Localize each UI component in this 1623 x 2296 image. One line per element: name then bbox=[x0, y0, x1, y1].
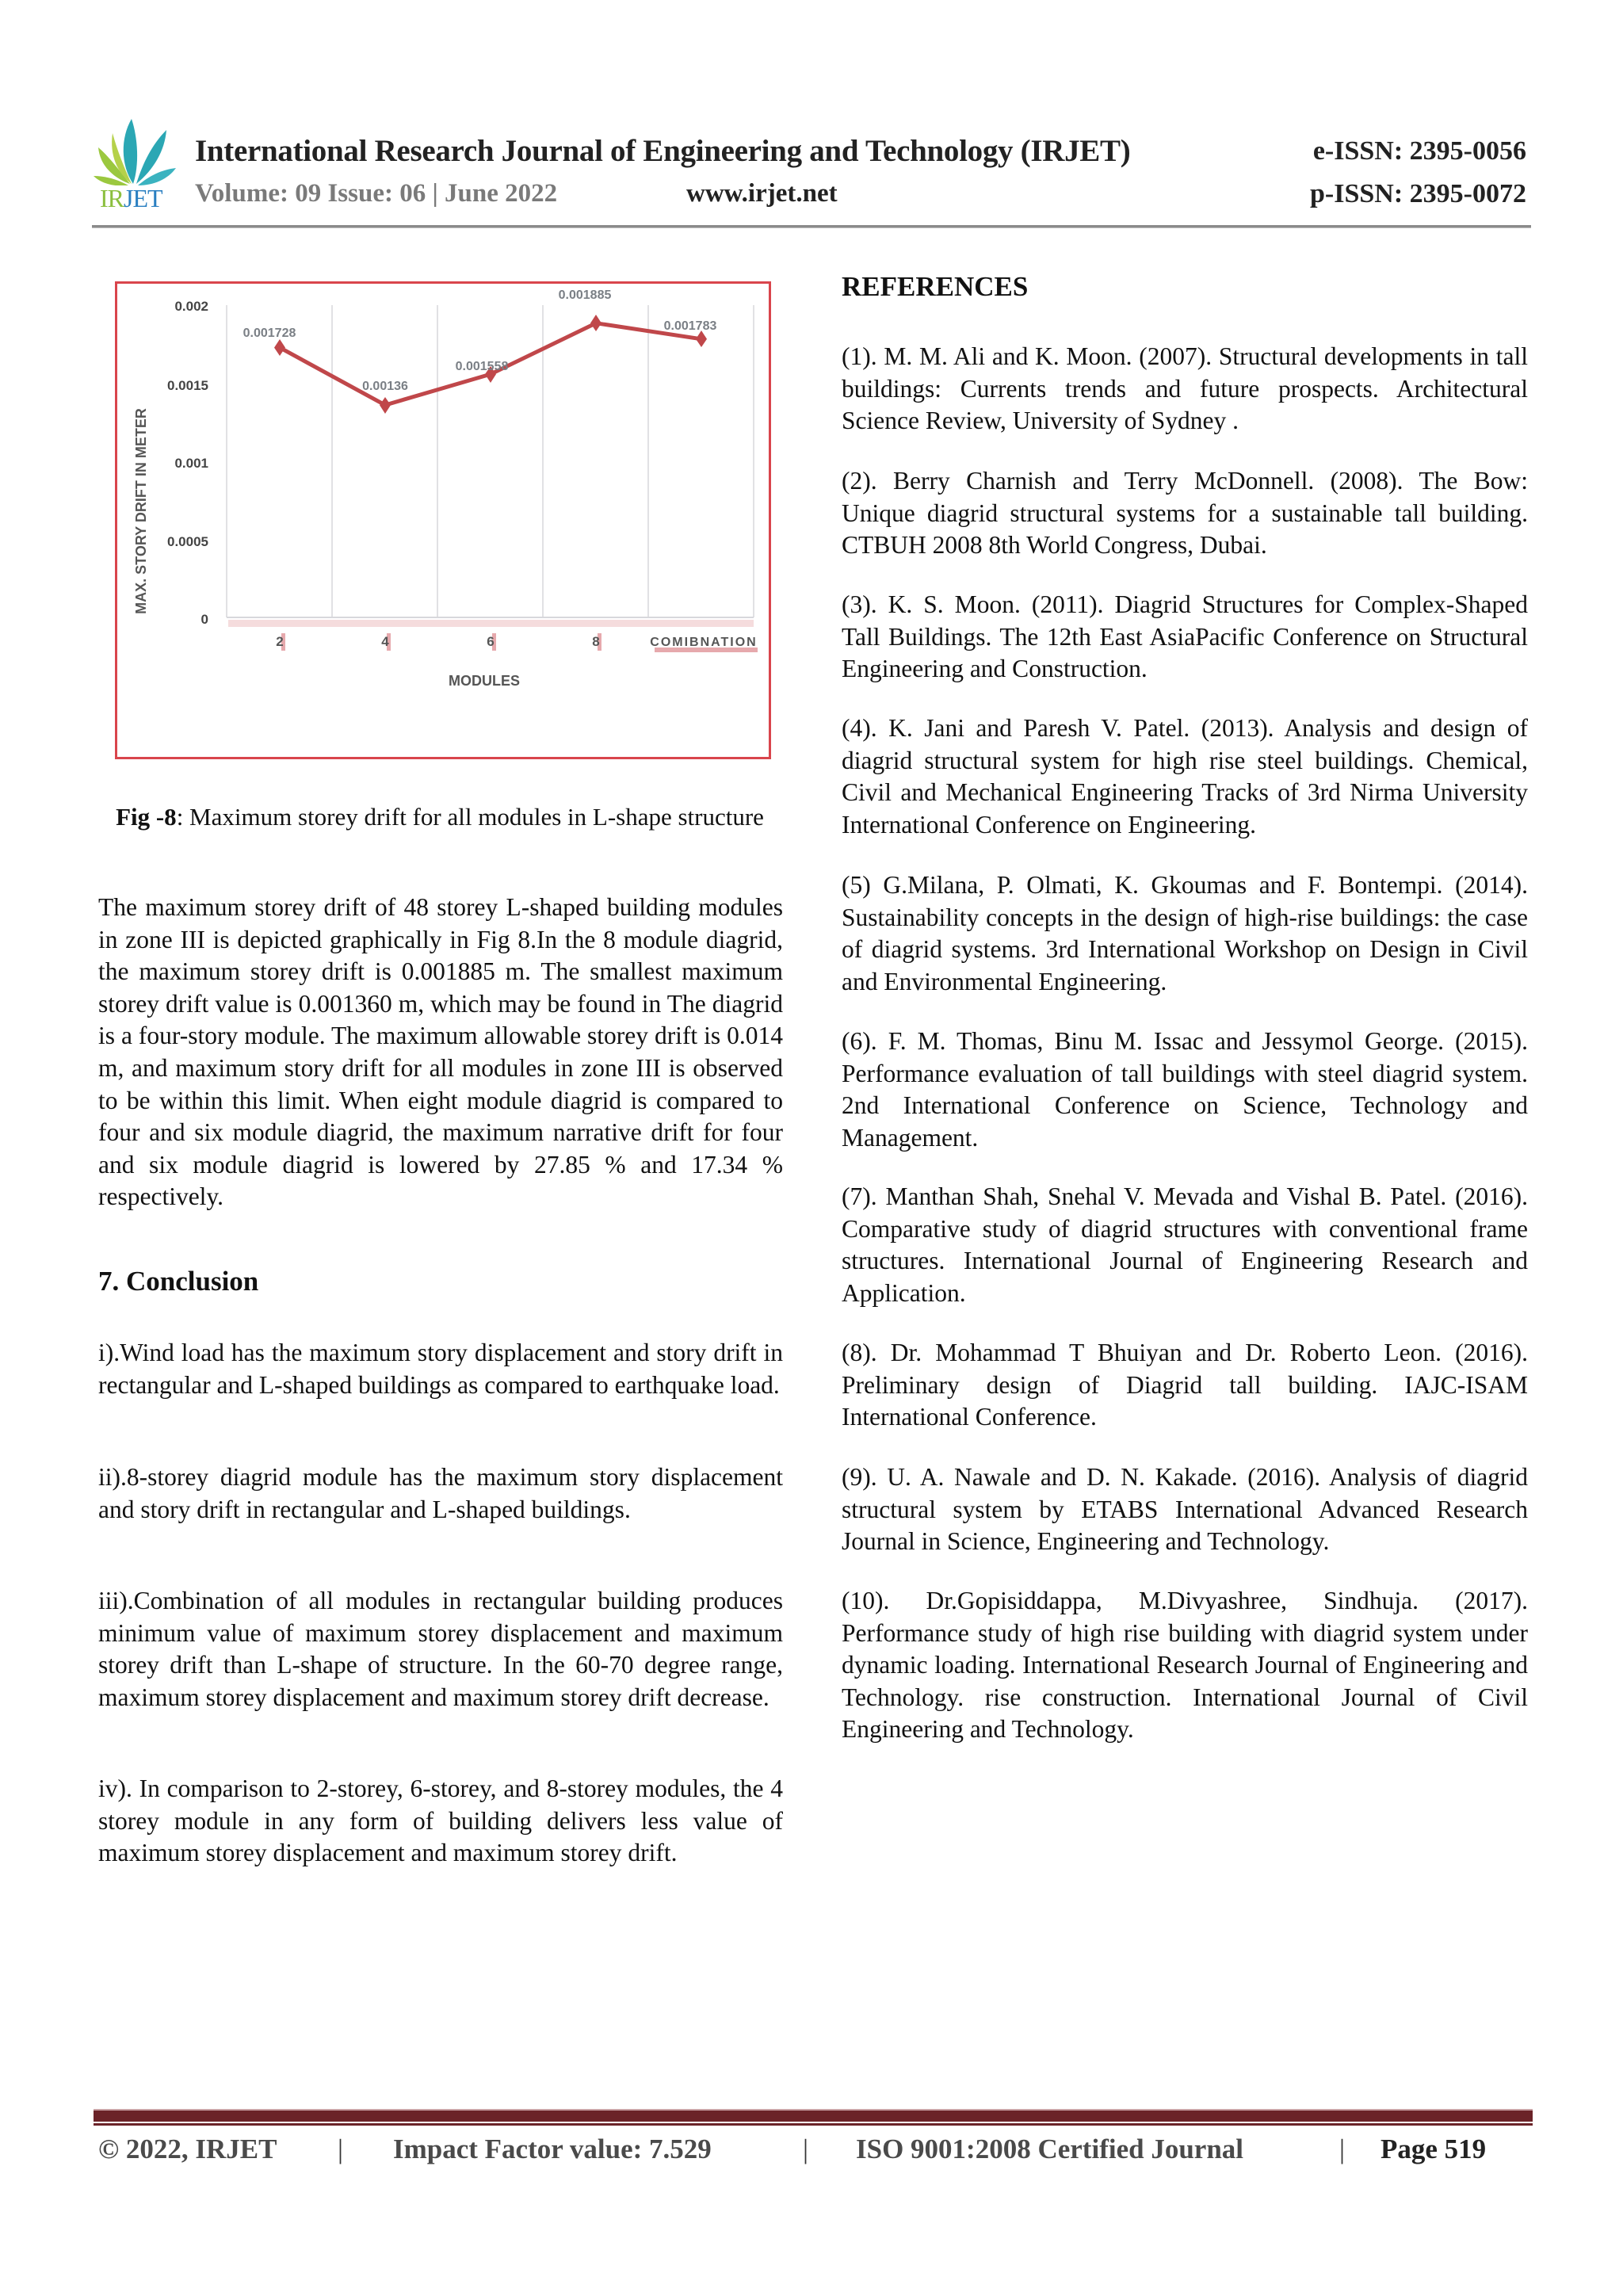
reference-item bbox=[842, 465, 1528, 562]
e-issn: e-ISSN: 2395-0056 bbox=[1312, 136, 1526, 166]
reference-text: (1). M. M. Ali and K. Moon. (2007). Structural developments in tall buildings: Currents trends and future prospects. Architectural Science Review, University of Sydney . bbox=[842, 342, 1528, 435]
reference-item bbox=[842, 712, 1528, 841]
x-tick: 8 bbox=[592, 634, 600, 649]
conclusion-text: ii).8-storey diagrid module has the maximum story displacement and story drift in rectangular and L-shaped buildings. bbox=[98, 1463, 783, 1523]
reference-item bbox=[842, 1181, 1528, 1309]
page-number: Page 519 bbox=[1381, 2134, 1487, 2164]
body-paragraph-container bbox=[98, 892, 783, 1213]
reference-text: (7). Manthan Shah, Snehal V. Mevada and Vishal B. Patel. (2016). Comparative study of diagrid structures with conventional frame structures. International Journal of Engineering Research and Application. bbox=[842, 1182, 1528, 1307]
logo-text-ir: IR bbox=[100, 184, 124, 212]
conclusion-point bbox=[98, 1337, 783, 1401]
x-tick: 4 bbox=[381, 634, 389, 649]
conclusion-text: iii).Combination of all modules in rectangular building produces minimum value of maximum storey displacement and maximum storey drift than L-shape of structure. In the 60-70 degree range, maximum storey displacement and maximum storey drift decrease. bbox=[98, 1587, 783, 1711]
page-header bbox=[0, 0, 1623, 238]
footer-separator: | bbox=[338, 2134, 344, 2164]
conclusion-point bbox=[98, 1461, 783, 1526]
p-issn: p-ISSN: 2395-0072 bbox=[1310, 179, 1526, 208]
y-axis-ticks bbox=[167, 299, 208, 627]
y-tick: 0.0015 bbox=[167, 378, 208, 393]
figure-caption-text: : Maximum storey drift for all modules in L-shape structure bbox=[176, 803, 764, 831]
line-chart bbox=[117, 284, 769, 757]
reference-text: (6). F. M. Thomas, Binu M. Issac and Jessymol George. (2015). Performance evaluation of tall buildings with steel diagrid system. 2nd International Conference on Science, Technology and Management. bbox=[842, 1027, 1528, 1152]
x-tick: 6 bbox=[487, 634, 495, 649]
y-tick: 0.002 bbox=[174, 299, 208, 314]
figure-8-chart bbox=[115, 281, 771, 759]
reference-item bbox=[842, 341, 1528, 437]
y-tick: 0 bbox=[200, 612, 208, 627]
body-paragraph: The maximum storey drift of 48 storey L-shaped building modules in zone III is depicted graphically in Fig 8.In the 8 module diagrid, the maximum storey drift is 0.001885 m. The smallest maximum storey drift value is 0.001360 m, which may be found in The diagrid is a four-story module. The maximum allowable storey drift is 0.014 m, and maximum story drift for all modules in zone III is observed to be within this limit. When eight module diagrid is compared to four and six module diagrid, the maximum narrative drift for four and six module diagrid is lowered by 27.85 % and 17.34 % respectively. bbox=[98, 893, 783, 1211]
journal-website: www.irjet.net bbox=[686, 179, 838, 208]
conclusion-text: i).Wind load has the maximum story displacement and story drift in rectangular and L-shaped buildings as compared to earthquake load. bbox=[98, 1339, 783, 1399]
reference-item bbox=[842, 1026, 1528, 1154]
conclusion-text: iv). In comparison to 2-storey, 6-storey, and 8-storey modules, the 4 storey module in any form of building delivers less value of maximum storey displacement and maximum storey drift. bbox=[98, 1775, 783, 1867]
footer-copyright: © 2022, IRJET bbox=[98, 2134, 277, 2164]
y-axis-label: MAX. STORY DRIFT IN METER bbox=[133, 408, 149, 614]
diamond-marker bbox=[590, 315, 601, 331]
figure-caption-label: Fig -8 bbox=[116, 803, 177, 831]
section-heading: 7. Conclusion bbox=[98, 1266, 259, 1297]
diamond-marker bbox=[274, 339, 285, 356]
conclusion-section bbox=[98, 1266, 783, 1297]
diamond-marker bbox=[380, 397, 391, 414]
logo-wordmark bbox=[100, 184, 162, 213]
footer-iso: ISO 9001:2008 Certified Journal bbox=[856, 2134, 1244, 2164]
reference-text: (3). K. S. Moon. (2011). Diagrid Structures for Complex-Shaped Tall Buildings. The 12th East AsiaPacific Conference on Structural Engineering and Construction. bbox=[842, 590, 1528, 683]
footer-separator: | bbox=[1339, 2134, 1346, 2164]
irjet-logo bbox=[94, 117, 176, 211]
y-tick: 0.001 bbox=[174, 456, 208, 471]
figure-caption bbox=[98, 800, 781, 834]
data-label: 0.00136 bbox=[362, 380, 408, 393]
x-tick: COMIBNATION bbox=[650, 636, 758, 649]
reference-text: (4). K. Jani and Paresh V. Patel. (2013). Analysis and design of diagrid structural system for high rise steel buildings. Chemical, Civil and Mechanical Engineering Tracks of 3rd Nirma University International Conference on Engineering. bbox=[842, 714, 1528, 839]
reference-item bbox=[842, 1337, 1528, 1434]
leaf-fan-icon bbox=[94, 117, 176, 185]
reference-item bbox=[842, 589, 1528, 686]
x-axis-label: MODULES bbox=[449, 673, 520, 689]
data-label: 0.001558 bbox=[455, 360, 509, 373]
reference-item bbox=[842, 869, 1528, 998]
page-footer bbox=[0, 2134, 1623, 2173]
journal-title: International Research Journal of Engineering and Technology (IRJET) bbox=[195, 134, 1131, 168]
footer-separator: | bbox=[803, 2134, 809, 2164]
references-heading: REFERENCES bbox=[842, 271, 1029, 302]
footer-rule bbox=[94, 2111, 1533, 2122]
reference-text: (5) G.Milana, P. Olmati, K. Gkoumas and F. Bontempi. (2014). Sustainability concepts in the design of high-rise buildings: the case of diagrid systems. 3rd International Workshop on Design in Civil and Environmental Engineering. bbox=[842, 871, 1528, 995]
data-label: 0.001728 bbox=[242, 327, 296, 340]
reference-item bbox=[842, 1585, 1528, 1746]
conclusion-point bbox=[98, 1585, 783, 1713]
reference-item bbox=[842, 1461, 1528, 1558]
x-axis-shadow bbox=[228, 620, 754, 627]
reference-text: (9). U. A. Nawale and D. N. Kakade. (2016). Analysis of diagrid structural system by ETABS International Advanced Research Journal in Science, Engineering and Technology. bbox=[842, 1463, 1528, 1556]
footer-rule-thin bbox=[94, 2123, 1533, 2126]
reference-text: (2). Berry Charnish and Terry McDonnell. (2008). The Bow: Unique diagrid structural systems for a sustainable tall building. CTBUH 2008 8th World Congress, Dubai. bbox=[842, 467, 1528, 560]
volume-issue: Volume: 09 Issue: 06 | June 2022 bbox=[195, 179, 558, 208]
y-tick: 0.0005 bbox=[167, 534, 208, 549]
reference-text: (8). Dr. Mohammad T Bhuiyan and Dr. Roberto Leon. (2016). Preliminary design of Diagrid tall building. IAJC-ISAM International Conference. bbox=[842, 1339, 1528, 1431]
footer-impact-factor: Impact Factor value: 7.529 bbox=[393, 2134, 712, 2164]
reference-text: (10). Dr.Gopisiddappa, M.Divyashree, Sindhuja. (2017). Performance study of high rise building with diagrid system under dynamic loading. International Research Journal of Engineering and Technology. rise construction. International Journal of Civil Engineering and Technology. bbox=[842, 1587, 1528, 1744]
header-divider bbox=[92, 225, 1531, 228]
vertical-gridlines bbox=[227, 305, 754, 617]
data-label: 0.001885 bbox=[558, 288, 612, 302]
x-tick: 2 bbox=[276, 634, 284, 649]
x-axis-ticks bbox=[276, 633, 758, 652]
data-label: 0.001783 bbox=[663, 319, 717, 333]
conclusion-point bbox=[98, 1773, 783, 1870]
references-section bbox=[842, 271, 1528, 303]
diamond-marker bbox=[696, 330, 707, 347]
logo-text-jet: JET bbox=[124, 184, 162, 212]
